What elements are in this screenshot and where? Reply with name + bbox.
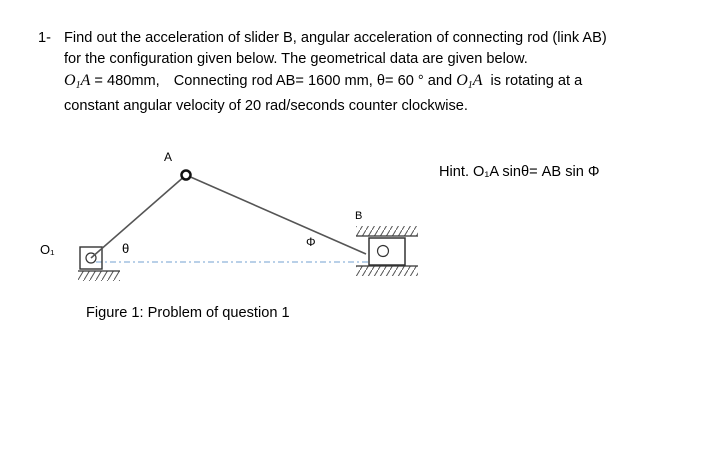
ground-o1: [78, 271, 120, 281]
o1a-value: = 480mm,: [90, 73, 160, 89]
o1a-suffix: A: [80, 72, 91, 89]
crank-o1a: [91, 175, 186, 258]
rotating-text: is rotating at a: [490, 73, 583, 89]
o1a2-subscript: 1: [467, 80, 473, 91]
o1a2-suffix: A: [472, 72, 483, 89]
question-number: 1-: [38, 30, 51, 46]
label-phi: Φ: [306, 235, 316, 249]
slider-guide-top: [356, 226, 418, 236]
connecting-rod-ab: [186, 175, 366, 254]
rod-text: Connecting rod AB= 1600 mm, θ= 60 ° and: [173, 73, 453, 89]
label-b: B: [355, 210, 363, 222]
o1a2-symbol: O: [456, 72, 468, 89]
question-line-4: constant angular velocity of 20 rad/seconds counter clockwise.: [64, 98, 468, 114]
hint-text: Hint. O₁A sinθ= AB sin Φ: [439, 164, 600, 180]
label-theta: θ: [122, 241, 130, 256]
label-a: A: [164, 150, 173, 164]
label-o1: O₁: [40, 242, 55, 257]
o1a-subscript: 1: [75, 80, 81, 91]
slider-guide-bottom: [356, 266, 418, 276]
joint-a: [182, 171, 191, 180]
o1a-symbol: O: [64, 72, 76, 89]
slider-b: [369, 238, 405, 265]
question-line-2: for the configuration given below. The geometrical data are given below.: [64, 51, 528, 67]
figure-caption: Figure 1: Problem of question 1: [86, 305, 290, 321]
question-line-1: Find out the acceleration of slider B, angular acceleration of connecting rod (link AB): [64, 30, 607, 46]
